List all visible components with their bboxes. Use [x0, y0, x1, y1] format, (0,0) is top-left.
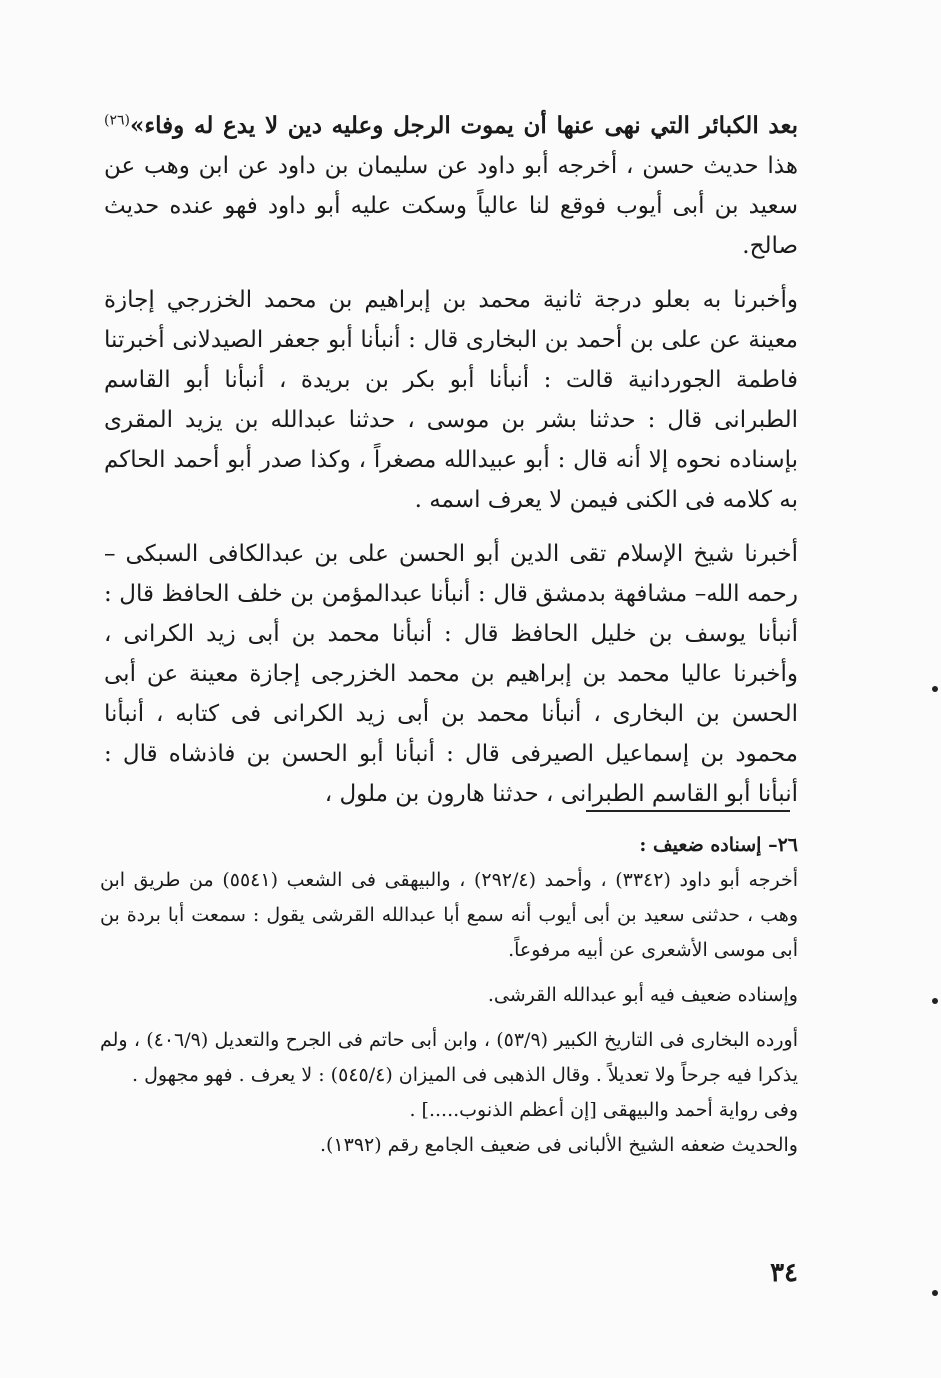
footnote-paragraph-5: والحديث ضعفه الشيخ الألبانى فى ضعيف الجامع رقم (١٣٩٢).: [319, 1134, 798, 1156]
hadith-quote: بعد الكبائر التي نهى عنها أن يموت الرجل وعليه دين لا يدع له وفاء»: [129, 112, 798, 139]
footnotes: [100, 828, 798, 1163]
footnote-paragraph-3: أورده البخارى فى التاريخ الكبير (٥٣/٩) ، وابن أبى حاتم فى الجرح والتعديل (٤٠٦/٩) ، ولم يذكرا فيه جرحاً ولا تعديلاً . وقال الذهبى فى الميزان (٥٤٥/٤) : لا يعرف . فهو مجهول .: [100, 1029, 798, 1086]
footnote-heading: ٢٦– إسناده ضعيف :: [639, 834, 798, 856]
margin-mark: [932, 1290, 938, 1296]
paragraph-1-rest: هذا حديث حسن ، أخرجه أبو داود عن سليمان بن داود عن ابن وهب عن سعيد بن أبى أيوب فوقع لنا عالياً وسكت عليه أبو داود فهو عنده حديث صالح.: [104, 153, 798, 259]
margin-mark: [932, 686, 938, 692]
paragraph-1: [104, 106, 798, 266]
footnote-separator: [586, 810, 790, 812]
main-text: [104, 106, 798, 814]
page-number: ٣٤: [770, 1258, 798, 1288]
footnote-paragraph-4: وفى رواية أحمد والبيهقى [إن أعظم الذنوب.....] .: [409, 1099, 798, 1121]
margin-mark: [932, 998, 938, 1004]
footnote-reference: (٢٦): [104, 112, 130, 129]
footnote-paragraph-1: أخرجه أبو داود (٣٣٤٢) ، وأحمد (٢٩٢/٤) ، والبيهقى فى الشعب (٥٥٤١) من طريق ابن وهب ، حدثنى سعيد بن أبى أيوب أنه سمع أبا عبدالله القرشى يقول : سمعت أبا بردة بن أبى موسى الأشعرى عن أبيه مرفوعاً.: [100, 869, 798, 961]
paragraph-3: أخبرنا شيخ الإسلام تقى الدين أبو الحسن على بن عبدالكافى السبكى –رحمه الله– مشافهة بدمشق قال : أنبأنا عبدالمؤمن بن خلف الحافظ قال : أنبأنا يوسف بن خليل الحافظ قال : أنبأنا محمد بن أبى زيد الكرانى ، وأخبرنا عاليا محمد بن إبراهيم بن محمد الخزرجى إجازة معينة عن أبى الحسن بن البخارى ، أنبأنا محمد بن أبى زيد الكرانى فى كتابه ، أنبأنا محمود بن إسماعيل الصيرفى قال : أنبأنا أبو الحسن بن فاذشاه قال : أنبأنا أبو القاسم الطبرانى ، حدثنا هارون بن ملول ،: [104, 541, 798, 807]
footnote-paragraph-2: وإسناده ضعيف فيه أبو عبدالله القرشى.: [487, 984, 798, 1006]
paragraph-2: وأخبرنا به بعلو درجة ثانية محمد بن إبراهيم بن محمد الخزرجي إجازة معينة عن على بن أحمد بن البخارى قال : أنبأنا أبو جعفر الصيدلانى أخبرتنا فاطمة الجوردانية قالت : أنبأنا أبو بكر بن بريدة ، أنبأنا أبو القاسم الطبرانى قال : حدثنا بشر بن موسى ، حدثنا عبدالله بن يزيد المقرى بإسناده نحوه إلا أنه قال : أبو عبيدالله مصغراً ، وكذا صدر أبو أحمد الحاكم به كلامه فى الكنى فيمن لا يعرف اسمه .: [104, 287, 798, 513]
